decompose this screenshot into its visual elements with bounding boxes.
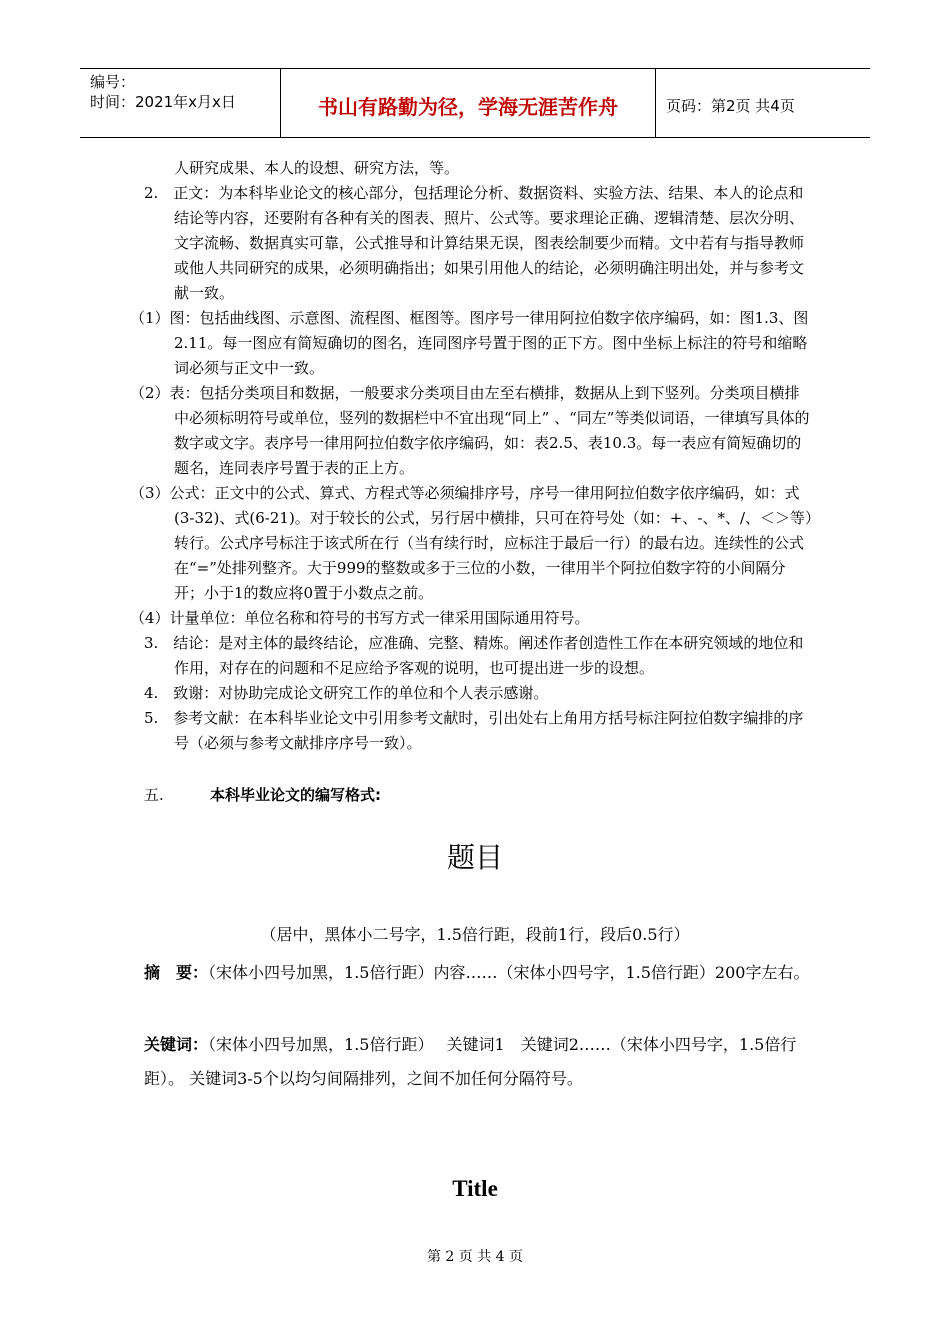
header-left-cell [80, 69, 281, 137]
item-main-text: 2. 正文：为本科毕业论文的核心部分，包括理论分析、数据资料、实验方法、结果、本人的论点和结论等内容，还要附有各种有关的图表、照片、公式等。要求理论正确、逻辑清楚、层次分明、文字流畅、数据真实可靠，公式推导和计算结果无误，图表绘制要少而精。文中若有与指导教师或他人共同研究的成果，必须明确指出；如果引用他人的结论，必须明确注明出处，并与参考文献一致。 [144, 184, 805, 302]
item-acknowledgement: 4. 致谢：对协助完成论文研究工作的单位和个人表示感谢。 [144, 684, 549, 702]
abstract-paragraph [144, 956, 812, 990]
section-5-heading [144, 784, 381, 805]
header-table [80, 68, 870, 138]
header-motto: 书山有路勤为径，学海无涯苦作舟 [281, 69, 656, 137]
keywords-paragraph [144, 1028, 812, 1096]
item-references: 5. 参考文献：在本科毕业论文中引用参考文献时，引出处右上角用方括号标注阿拉伯数字编排的序号（必须与参考文献排序序号一致）。 [144, 709, 804, 752]
item-figures: （1）图：包括曲线图、示意图、流程图、框图等。图序号一律用阿拉伯数字依序编码，如：图1.3、图2.11。每一图应有简短确切的图名，连同图序号置于图的正下方。图中坐标上标注的符号和缩略词必须与正文中一致。 [130, 309, 809, 377]
section-5-number: 五. [144, 786, 164, 804]
format-title: 题目 [446, 841, 503, 874]
continuation-paragraph: 人研究成果、本人的设想、研究方法，等。 [174, 159, 460, 177]
section-5-title: 本科毕业论文的编写格式: [210, 786, 381, 804]
header-page-info: 页码：第2页 共4页 [666, 96, 795, 115]
english-title: Title [452, 1176, 498, 1201]
item-tables: （2）表：包括分类项目和数据，一般要求分类项目由左至右横排，数据从上到下竖列。分类项目横排中必须标明符号或单位，竖列的数据栏中不宜出现“同上” 、“同左”等类似词语，一律填写具体的数字或文字。表序号一律用阿拉伯数字依序编码，如：表2.5、表10.3。每一表应有简短确切的题名，连同表序号置于表的正上方。 [130, 384, 810, 477]
body-text [130, 156, 814, 756]
keywords-label: 关键词： [144, 1035, 209, 1054]
keywords-text: （宋体小四号加黑，1.5倍行距） 关键词1 关键词2……（宋体小四号字，1.5倍行距）。 关键词3-5个以均匀间隔排列，之间不加任何分隔符号。 [144, 1035, 797, 1088]
page-footer: 第 2 页 共 4 页 [426, 1249, 524, 1265]
item-conclusion: 3. 结论：是对主体的最终结论，应准确、完整、精炼。阐述作者创造性工作在本研究领域的地位和作用，对存在的问题和不足应给予客观的说明，也可提出进一步的设想。 [144, 634, 804, 677]
item-units: （4）计量单位：单位名称和符号的书写方式一律采用国际通用符号。 [130, 609, 590, 627]
format-title-note: （居中，黑体小二号字，1.5倍行距，段前1行，段后0.5行） [260, 925, 690, 944]
document-date: 时间：2021年x月x日 [90, 93, 236, 111]
document-number-label: 编号： [90, 73, 136, 91]
item-formulas: （3）公式：正文中的公式、算式、方程式等必须编排序号，序号一律用阿拉伯数字依序编码，如：式(3-32)、式(6-21)。对于较长的公式，另行居中横排，只可在符号处（如：+、-、*、/、＜＞等）转行。公式序号标注于该式所在行（当有续行时，应标注于最后一行）的最右边。连续性的公式在“=”处排列整齐。大于999的整数或多于三位的小数，一律用半个阿拉伯数字符的小间隔分开；小于1的数应将0置于小数点之前。 [130, 484, 813, 602]
abstract-label: 摘 要： [144, 963, 209, 982]
abstract-text: （宋体小四号加黑，1.5倍行距）内容……（宋体小四号字，1.5倍行距）200字左右。 [208, 963, 810, 982]
